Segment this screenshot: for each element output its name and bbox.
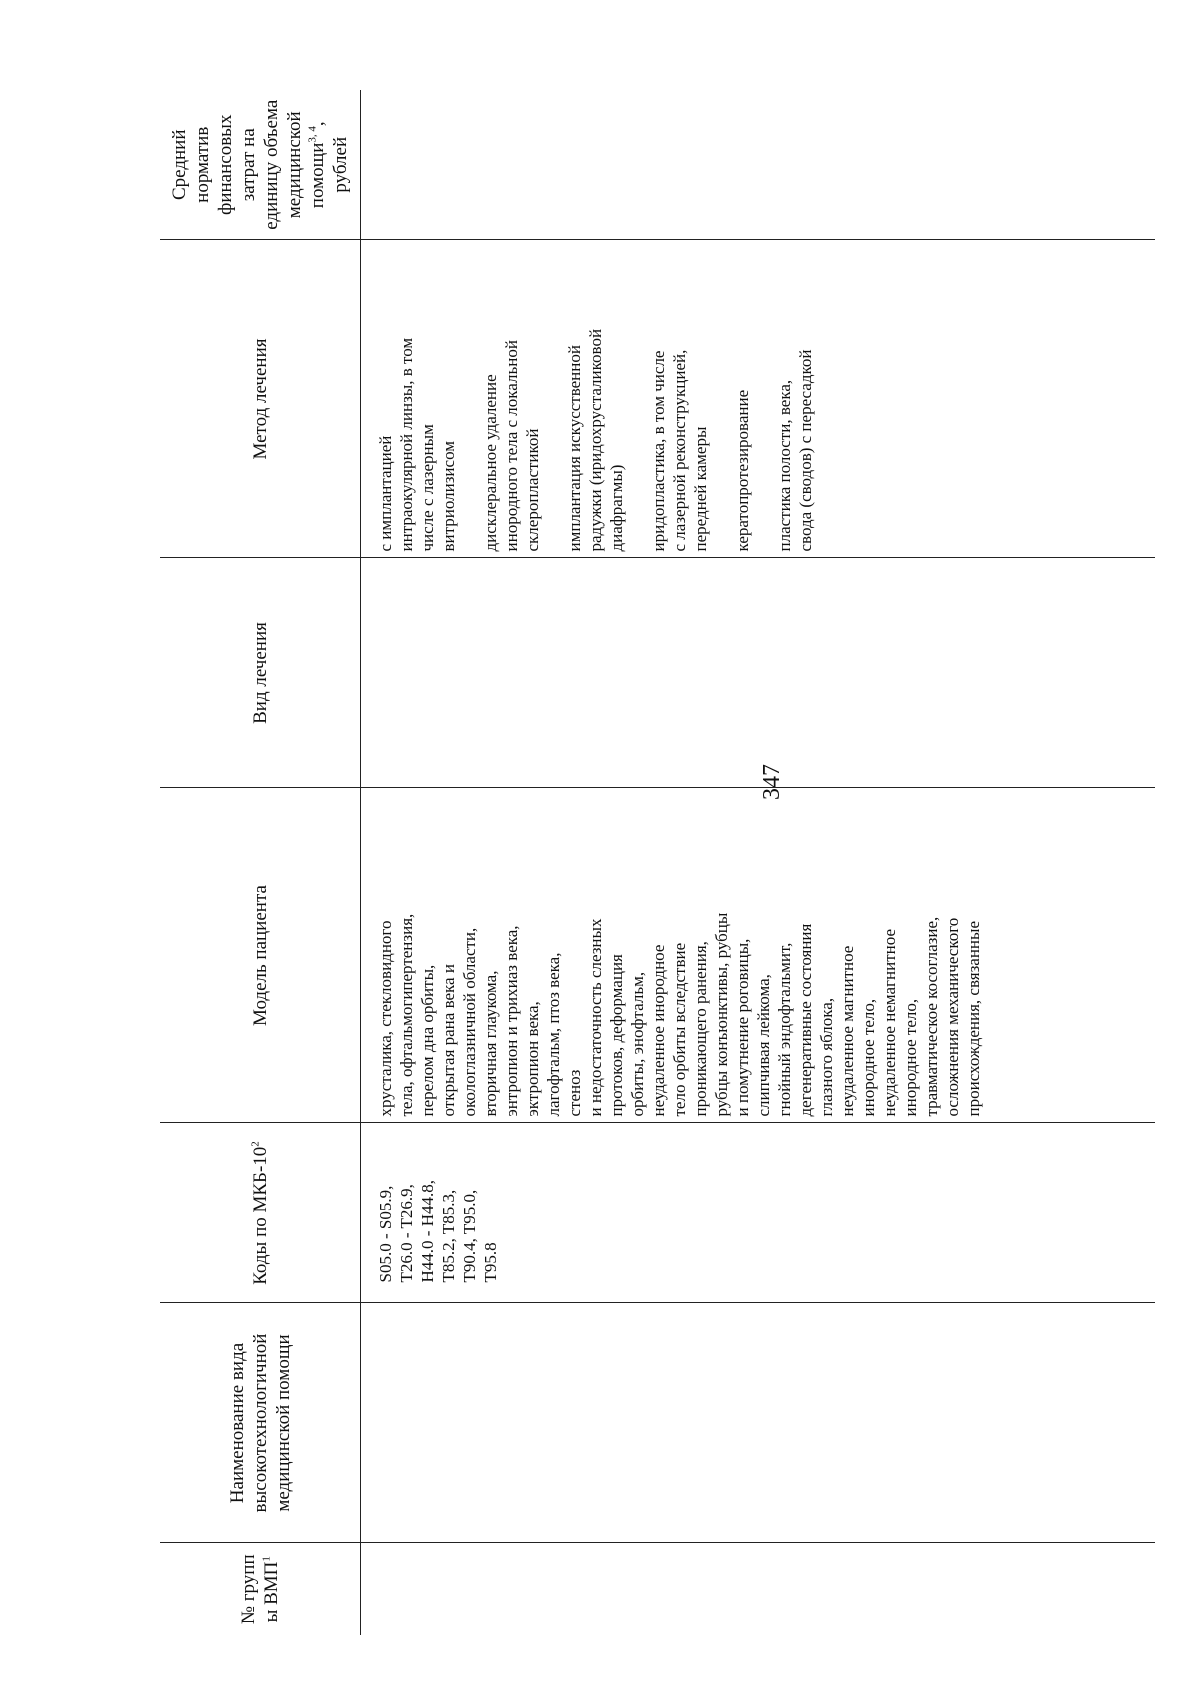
patient-model-line: неудаленное инородное — [649, 944, 668, 1117]
patient-model-line: открытая рана века и — [439, 964, 458, 1117]
treatment-method-line: с лазерной реконструкцией, — [670, 349, 689, 552]
treatment-method-line: передней камеры — [691, 426, 710, 552]
icd-code-line: S05.0 - S05.9, — [376, 1185, 395, 1283]
patient-model-line: гнойный эндофтальмит, — [775, 942, 794, 1117]
patient-model-line: лагофтальм, птоз века, — [544, 952, 563, 1117]
treatment-method-line: кератопротезирование — [733, 389, 752, 552]
cell-patient-model — [361, 788, 1156, 1123]
treatment-method-line: иридопластика, в том числе — [649, 350, 668, 552]
header-avg-cost — [160, 90, 361, 240]
table-header-row — [160, 90, 361, 1635]
cell-treatment-method — [361, 240, 1156, 558]
treatment-method-line: инородного тела с локальной — [502, 340, 521, 552]
treatment-method-line: дисклеральное удаление — [481, 374, 500, 552]
header-avg-cost-suffix: , рублей — [307, 121, 351, 193]
treatment-method-line: витриолизисом — [439, 440, 458, 552]
treatment-method-line: диафрагмы) — [607, 464, 626, 552]
patient-model-line: орбиты, энофтальм, — [628, 971, 647, 1117]
patient-model-line: травматическое косоглазие, — [922, 916, 941, 1117]
header-icd-codes — [160, 1123, 361, 1303]
cell-treatment-type — [361, 558, 1156, 788]
treatment-method-item — [480, 247, 543, 552]
treatment-method-line: имплантация искусственной — [565, 345, 584, 552]
patient-model-line: хрусталика, стекловидного — [376, 920, 395, 1117]
page-number: 347 — [759, 764, 785, 800]
patient-model-line: протоков, деформация — [607, 954, 626, 1117]
treatment-method-item — [648, 247, 711, 552]
cell-hitech-name — [361, 1303, 1156, 1543]
patient-model-line: тело орбиты вследствие — [670, 942, 689, 1117]
patient-model-line: проникающего ранения, — [691, 941, 710, 1117]
rotated-table-container — [160, 90, 1160, 1635]
patient-model-line: эктропион века, — [523, 1001, 542, 1117]
header-group-no-text: № групп ы ВМП — [238, 1554, 282, 1625]
treatment-method-item — [774, 247, 816, 552]
patient-model-line: неудаленное магнитное — [838, 945, 857, 1117]
patient-model-line: перелом дна орбиты, — [418, 964, 437, 1117]
header-group-no-sup: 1 — [260, 1556, 273, 1562]
header-icd-codes-text: Коды по МКБ-10 — [249, 1146, 271, 1285]
patient-model-line: стеноз — [565, 1069, 584, 1117]
treatment-method-item — [375, 247, 459, 552]
vmp-table — [160, 90, 1155, 1635]
patient-model-line: и помутнение роговицы, — [733, 938, 752, 1117]
cell-avg-cost — [361, 90, 1156, 240]
icd-code-line: H44.0 - H44.8, — [418, 1180, 437, 1283]
header-patient-model — [160, 788, 361, 1123]
header-treatment-type-text: Вид лечения — [249, 622, 271, 724]
header-group-no — [160, 1543, 361, 1635]
header-icd-codes-sup: 2 — [249, 1141, 262, 1147]
header-hitech-name — [160, 1303, 361, 1543]
patient-model-line: вторичная глаукома, — [481, 970, 500, 1117]
patient-model-line: дегенеративные состояния — [796, 923, 815, 1117]
patient-model-line: окологлазничной области, — [460, 927, 479, 1117]
treatment-method-line: пластика полости, века, — [775, 379, 794, 552]
patient-model-line: инородное тело, — [859, 998, 878, 1117]
header-treatment-type — [160, 558, 361, 788]
patient-model-line: тела, офтальмогипертензия, — [397, 913, 416, 1117]
treatment-method-line: интраокулярной линзы, в том — [397, 337, 416, 552]
treatment-method-line: с имплантацией — [376, 435, 395, 552]
treatment-method-line: склеропластикой — [523, 428, 542, 552]
cell-icd-codes — [361, 1123, 1156, 1303]
icd-code-line: T85.2, T85.3, — [439, 1189, 458, 1283]
header-patient-model-text: Модель пациента — [249, 885, 271, 1026]
icd-code-line: T95.8 — [481, 1242, 500, 1283]
treatment-method-line: радужки (иридохрусталиковой — [586, 328, 605, 552]
patient-model-line: осложнения механического — [943, 917, 962, 1117]
header-avg-cost-sup: 3, 4 — [306, 126, 319, 143]
icd-code-line: T26.0 - T26.9, — [397, 1184, 416, 1283]
patient-model-line: и недостаточность слезных — [586, 918, 605, 1117]
header-hitech-name-text: Наименование вида высокотехнологичной медицинской помощи — [226, 1333, 294, 1513]
table-row — [361, 90, 1156, 1635]
icd-code-line: T90.4, T95.0, — [460, 1189, 479, 1283]
treatment-method-line: числе с лазерным — [418, 424, 437, 552]
patient-model-line: энтропион и трихиаз века, — [502, 925, 521, 1117]
header-treatment-method — [160, 240, 361, 558]
header-avg-cost-text: Средний норматив финансовых затрат на единицу объема медицинской помощи — [169, 99, 328, 230]
cell-group-no — [361, 1543, 1156, 1635]
treatment-method-line: свода (сводов) с пересадкой — [796, 349, 815, 552]
patient-model-line: происхождения, связанные — [964, 921, 983, 1117]
header-treatment-method-text: Метод лечения — [249, 338, 271, 460]
patient-model-line: рубцы конъюнктивы, рубцы — [712, 912, 731, 1117]
patient-model-line: глазного яблока, — [817, 997, 836, 1117]
patient-model-line: неудаленное немагнитное — [880, 929, 899, 1117]
patient-model-line: инородное тело, — [901, 998, 920, 1117]
treatment-method-item — [732, 247, 753, 552]
treatment-method-item — [564, 247, 627, 552]
patient-model-line: слипчивая лейкома, — [754, 974, 773, 1117]
